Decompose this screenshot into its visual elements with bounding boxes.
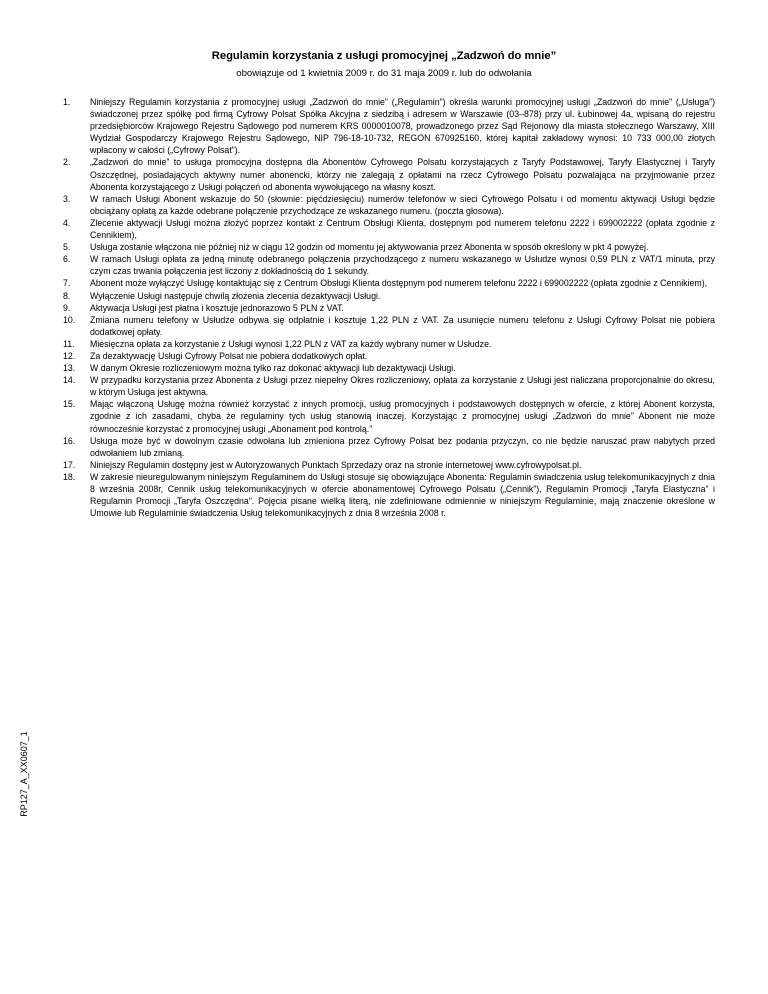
rule-number: 7. — [63, 278, 71, 289]
rule-text: Niniejszy Regulamin dostępny jest w Autoryzowanych Punktach Sprzedaży oraz na stronie internetowej www.cyfrowypolsat.pl. — [90, 459, 582, 470]
rule-text: Za dezaktywację Usługi Cyfrowy Polsat nie pobiera dodatkowych opłat. — [90, 350, 368, 361]
rule-number: 3. — [63, 193, 71, 204]
rule-item — [63, 302, 715, 314]
rule-text: „Zadzwoń do mnie” to usługa promocyjna dostępna dla Abonentów Cyfrowego Polsatu korzystających z Taryfy Podstawowej, Taryfy Elastycznej i Taryfy Oszczędnej, posiadających aktywny numer abonencki, którzy nie zalegają z opłatami na rzecz Cyfrowego Polsatu pozwalająca na przyjmowanie przez Abonenta korzystającego z Usługi połączeń od abonenta wywołującego na własny koszt. — [90, 157, 715, 192]
rule-text: Zmiana numeru telefony w Usłudze odbywa się odpłatnie i kosztuje 1,22 PLN z VAT. Za usunięcie numeru telefonu z Usługi Cyfrowy Polsat nie pobiera dodatkowej opłaty. — [90, 314, 715, 337]
rule-number: 8. — [63, 290, 71, 301]
rule-item — [63, 459, 715, 471]
rule-number: 10. — [63, 314, 76, 325]
rule-text: Zlecenie aktywacji Usługi można złożyć poprzez kontakt z Centrum Obsługi Klienta, dostępnym pod numerem telefonu 2222 i 699002222 (opłata zgodnie z Cennikiem), — [90, 217, 715, 241]
rule-text: Niniejszy Regulamin korzystania z promocyjnej usługi „Zadzwoń do mnie” („Regulamin”) określa warunki promocyjnej usługi „Zadzwoń do mnie” („Usługa”) świadczonej przez spółkę pod firmą Cyfrowy Polsat Spółka Akcyjna z siedzibą i adresem w Warszawie (03–878) przy ul. Łubinowej 4a, wpisaną do rejestru przedsiębiorców Krajowego Rejestru Sądowego pod numerem KRS 0000010078, prowadzonego przez Sąd Rejonowy dla miasta stołecznego Warszawy, XIII Wydział Gospodarczy Krajowego Rejestru Sądowego, NIP 796-18-10-732, REGON 670925160, której kapitał zakładowy wynosi: 10 733 000,00 złotych wpłacony w całości („Cyfrowy Polsat”). — [90, 97, 715, 156]
rule-number: 1. — [63, 97, 71, 107]
rules-list — [63, 96, 715, 519]
rule-number: 15. — [63, 399, 76, 410]
rule-item — [63, 96, 715, 156]
rule-text: Abonent może wyłączyć Usługę kontaktując się z Centrum Obsługi Klienta dostępnym pod numerem telefonu 2222 i 699002222 (opłata zgodnie z Cennikiem), — [90, 278, 708, 289]
rule-item — [63, 290, 715, 302]
rule-item — [63, 350, 715, 362]
rule-number: 2. — [63, 157, 71, 168]
rule-number: 9. — [63, 302, 71, 313]
rule-item — [63, 338, 715, 350]
rule-text: Wyłączenie Usługi następuje chwilą złożenia zlecenia dezaktywacji Usługi. — [90, 290, 381, 301]
rule-text: W przypadku korzystania przez Abonenta z Usługi przez niepełny Okres rozliczeniowy, opłata za korzystanie z Usługi jest naliczana proporcjonalnie do okresu, w którym Usługa jest aktywna. — [90, 375, 715, 398]
rule-number: 14. — [63, 375, 76, 386]
rule-text: Miesięczna opłata za korzystanie z Usługi wynosi 1,22 PLN z VAT za każdy wybrany numer w Usłudze. — [90, 338, 492, 349]
rule-text: W danym Okresie rozliczeniowym można tylko raz dokonać aktywacji lub dezaktywacji Usługi. — [90, 363, 456, 374]
document-code: RP127_A_XX0607_1 — [19, 731, 29, 817]
rule-item — [63, 156, 715, 192]
rule-item — [63, 217, 715, 241]
rule-item — [63, 362, 715, 374]
rule-number: 5. — [63, 242, 71, 253]
rule-item — [63, 435, 715, 459]
rule-text: Mając włączoną Usługę można również korzystać z innych promocji, usług promocyjnych i podstawowych dostępnych w ofercie, z której Abonent korzysta, zgodnie z ich zasadami, chyba że regulaminy tych usług stanowią inaczej. Korzystając z promocyjnej usługi „Zadzwoń do mnie” Abonent nie może równocześnie korzystać z promocyjnej usługi „Abonament pod kontrolą.” — [90, 399, 715, 434]
rule-item — [63, 398, 715, 434]
rule-number: 16. — [63, 435, 76, 446]
rule-item — [63, 193, 715, 217]
rule-text: W ramach Usługi Abonent wskazuje do 50 (słownie: pięćdziesięciu) numerów telefonów w sieci Cyfrowego Polsatu i od momentu aktywacji Usługi będzie obciążany opłatą za każde odebrane połączenie przychodzące ze wskazanego numeru. (poczta głosowa). — [90, 193, 715, 216]
rule-number: 18. — [63, 471, 76, 482]
rule-text: Aktywacja Usługi jest płatna i kosztuje jednorazowo 5 PLN z VAT. — [90, 302, 344, 313]
rule-item — [63, 253, 715, 277]
rule-number: 4. — [63, 217, 71, 228]
rule-item — [63, 374, 715, 398]
rule-text: Usługa może być w dowolnym czasie odwołana lub zmieniona przez Cyfrowy Polsat bez podania przyczyn, co nie będzie naruszać praw nabytych przed odwołaniem lub zmianą. — [90, 435, 715, 458]
rule-number: 6. — [63, 254, 71, 265]
rule-text: W ramach Usługi opłata za jedną minutę odebranego połączenia przychodzącego z numeru wskazanego w Usłudze wynosi 0,59 PLN z VAT/1 minuta, przy czym czas trwania połączenia jest liczony z dokładnością do 1 sekundy. — [90, 254, 715, 277]
document-subtitle: obowiązuje od 1 kwietnia 2009 r. do 31 maja 2009 r. lub do odwołania — [236, 68, 532, 79]
rule-item — [63, 314, 715, 338]
rule-item — [63, 471, 715, 519]
rule-number: 11. — [63, 338, 75, 349]
document-title: Regulamin korzystania z usługi promocyjnej „Zadzwoń do mnie” — [211, 50, 557, 62]
rule-item — [63, 277, 715, 289]
rule-number: 12. — [63, 350, 76, 361]
rule-text: Usługa zostanie włączona nie później niż w ciągu 12 godzin od momentu jej aktywowania przez Abonenta w sposób określony w pkt 4 powyżej. — [90, 242, 649, 253]
rule-number: 13. — [63, 363, 76, 374]
rule-text: W zakresie nieuregulowanym niniejszym Regulaminem do Usługi stosuje się obowiązujące Abonenta: Regulamin świadczenia usług telekomunikacyjnych z dnia 8 września 2008r, Cennik usług telekomunikacyjnych w ofercie abonamentowej Cyfrowego Polsatu („Cennik”), Regulamin Promocji „Taryfa Elastyczna” i Regulamin Promocji „Taryfa Oszczędna”. Pojęcia pisane wielką literą, nie zdefiniowane odmiennie w niniejszym Regulaminie, mają znaczenie określone w Umowie lub Regulaminie świadczenia Usług telekomunikacyjnych z dnia 8 września 2008 r. — [90, 471, 715, 519]
rule-number: 17. — [63, 459, 76, 470]
rule-item — [63, 241, 715, 253]
